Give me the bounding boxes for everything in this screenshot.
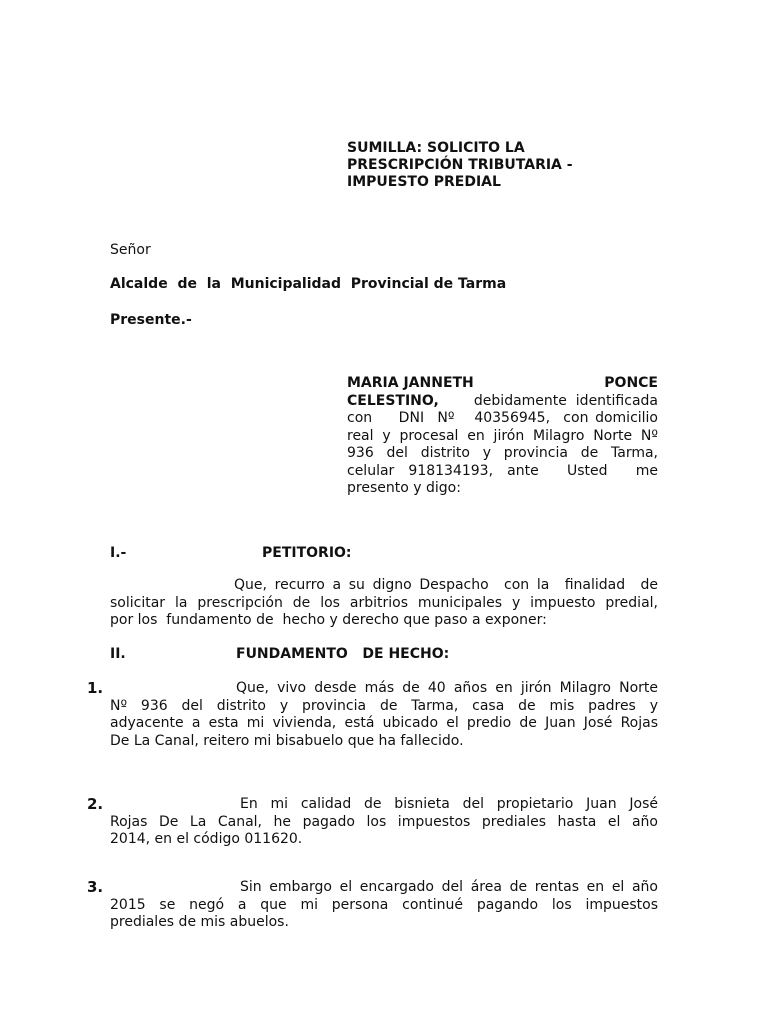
item-number: 3. xyxy=(87,878,104,896)
item-line: Rojas De La Canal, he pagado los impuestos prediales hasta el año xyxy=(110,813,658,830)
sumilla-line: PRESCRIPCIÓN TRIBUTARIA - xyxy=(347,157,573,173)
item-line: prediales de mis abuelos. xyxy=(110,914,289,930)
list-item xyxy=(110,796,658,849)
paragraph-line: por los fundamento de hecho y derecho que paso a exponer: xyxy=(110,612,547,628)
requester-line xyxy=(347,393,658,411)
item-line: 2015 se negó a que mi persona continué pagando los impuestos xyxy=(110,896,658,913)
section-number: II. xyxy=(110,646,126,662)
item-line: De La Canal, reitero mi bisabuelo que ha fallecido. xyxy=(110,732,464,749)
requester-line: presento y digo: xyxy=(347,480,461,496)
list-item xyxy=(110,680,658,750)
item-number: 1. xyxy=(87,679,104,697)
item-line: Nº 936 del distrito y provincia de Tarma, casa de mis padres y xyxy=(110,697,658,714)
requester-line: celular 918134193, ante Usted me xyxy=(347,462,658,479)
requester-block xyxy=(347,375,658,498)
section-heading: PETITORIO: xyxy=(262,545,352,561)
item-line: Sin embargo el encargado del área de rentas en el año xyxy=(240,879,658,895)
item-line: 2014, en el código 011620. xyxy=(110,831,303,847)
requester-line: con DNI Nº 40356945, con domicilio xyxy=(347,410,658,426)
requester-id-text: debidamente identificada xyxy=(473,392,658,409)
requester-first-name: MARIA JANNETH xyxy=(347,375,474,391)
requester-name-row xyxy=(347,375,658,393)
section-heading: FUNDAMENTO DE HECHO: xyxy=(236,646,450,662)
requester-second-name: CELESTINO, xyxy=(347,392,439,409)
petitorio-paragraph xyxy=(110,577,658,630)
paragraph-line: Que, recurro a su digno Despacho con la finalidad de xyxy=(234,577,658,593)
section-number: I.- xyxy=(110,545,127,561)
presente-label: Presente.- xyxy=(110,312,192,328)
item-line: adyacente a esta mi vivienda, está ubicado el predio de Juan José Rojas xyxy=(110,715,658,731)
paragraph-line: solicitar la prescripción de los arbitrios municipales y impuesto predial, xyxy=(110,594,658,611)
sumilla-line: SUMILLA: SOLICITO LA xyxy=(347,140,525,156)
item-line: Que, vivo desde más de 40 años en jirón Milagro Norte xyxy=(236,680,658,696)
addressee-title: Alcalde de la Municipalidad Provincial de Tarma xyxy=(110,276,507,292)
requester-last-name: PONCE xyxy=(604,375,658,391)
item-line: En mi calidad de bisnieta del propietario Juan José xyxy=(240,796,658,812)
requester-line: 936 del distrito y provincia de Tarma, xyxy=(347,445,658,461)
list-item xyxy=(110,879,658,932)
salutation: Señor xyxy=(110,242,151,258)
sumilla-block xyxy=(347,140,573,191)
sumilla-line: IMPUESTO PREDIAL xyxy=(347,174,501,190)
item-number: 2. xyxy=(87,795,104,813)
requester-line: real y procesal en jirón Milagro Norte Nº xyxy=(347,427,658,444)
